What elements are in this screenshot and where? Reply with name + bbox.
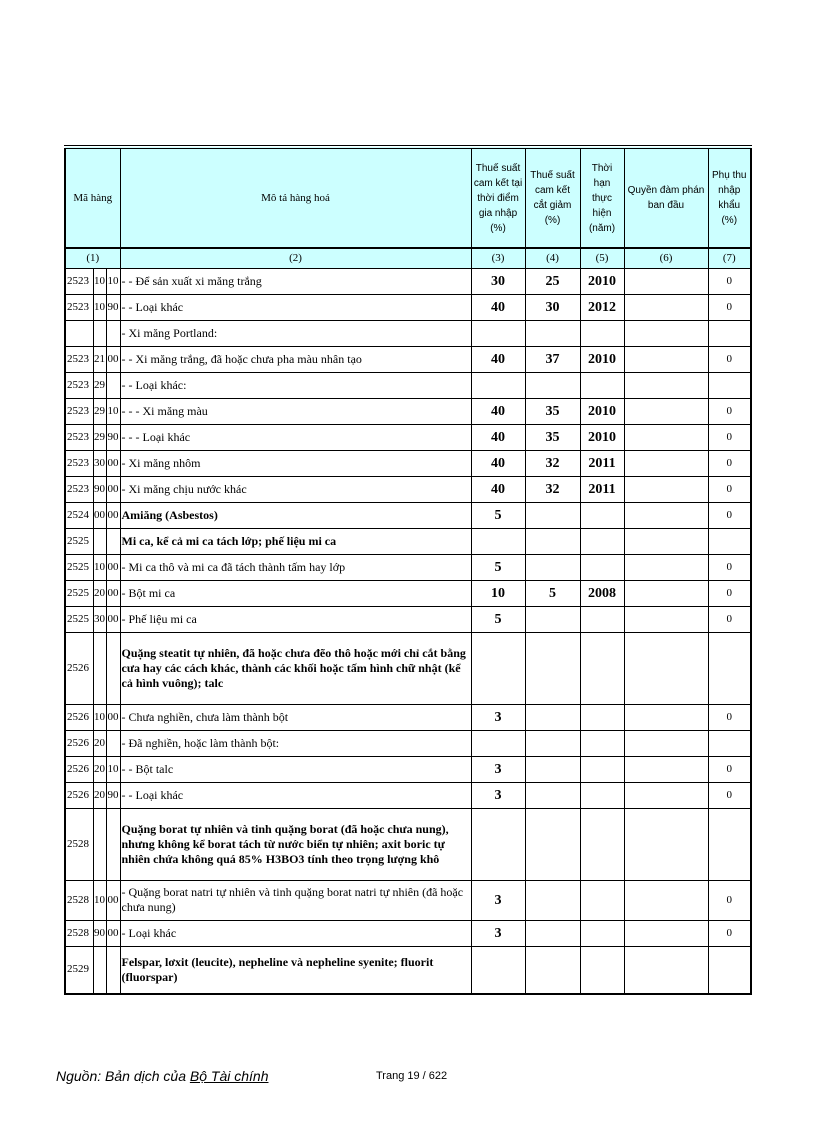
import-surcharge: 0 (708, 920, 751, 946)
bound-rate (525, 808, 580, 880)
implementation-year: 2011 (580, 450, 624, 476)
import-surcharge: 0 (708, 398, 751, 424)
item-code: 90 (106, 424, 120, 450)
heading-code: 2525 (65, 528, 93, 554)
rate-at-accession: 10 (471, 580, 525, 606)
import-surcharge: 0 (708, 450, 751, 476)
initial-negotiating-rights (624, 502, 708, 528)
source-link[interactable]: Bộ Tài chính (189, 1068, 269, 1084)
bound-rate (525, 606, 580, 632)
header-description: Mô tả hàng hoá (120, 147, 471, 248)
initial-negotiating-rights (624, 346, 708, 372)
heading-code: 2526 (65, 632, 93, 704)
subheading-code (93, 320, 106, 346)
implementation-year (580, 704, 624, 730)
column-number-row (65, 248, 751, 268)
table-row (65, 920, 751, 946)
rate-at-accession (471, 320, 525, 346)
table-row (65, 554, 751, 580)
implementation-year (580, 528, 624, 554)
goods-description: Amiăng (Asbestos) (120, 502, 471, 528)
bound-rate: 32 (525, 450, 580, 476)
import-surcharge: 0 (708, 268, 751, 294)
rate-at-accession: 40 (471, 424, 525, 450)
goods-description: - Mi ca thô và mi ca đã tách thành tấm hay lớp (120, 554, 471, 580)
rate-at-accession: 40 (471, 450, 525, 476)
import-surcharge: 0 (708, 476, 751, 502)
item-code (106, 528, 120, 554)
implementation-year (580, 320, 624, 346)
rate-at-accession: 40 (471, 476, 525, 502)
subheading-code: 30 (93, 606, 106, 632)
initial-negotiating-rights (624, 424, 708, 450)
item-code (106, 946, 120, 994)
column-number: (7) (708, 248, 751, 268)
rate-at-accession (471, 632, 525, 704)
column-number: (6) (624, 248, 708, 268)
bound-rate: 35 (525, 424, 580, 450)
bound-rate: 37 (525, 346, 580, 372)
item-code (106, 320, 120, 346)
subheading-code: 00 (93, 502, 106, 528)
bound-rate (525, 946, 580, 994)
heading-code: 2524 (65, 502, 93, 528)
import-surcharge: 0 (708, 606, 751, 632)
import-surcharge (708, 632, 751, 704)
initial-negotiating-rights (624, 320, 708, 346)
initial-negotiating-rights (624, 606, 708, 632)
rate-at-accession: 40 (471, 398, 525, 424)
source-prefix: Nguồn: Bản dịch của (56, 1068, 190, 1084)
header-rate-at-accession: Thuế suất cam kết tại thời điểm gia nhập (%) (471, 147, 525, 248)
table-row (65, 606, 751, 632)
import-surcharge: 0 (708, 782, 751, 808)
table-row (65, 880, 751, 920)
goods-description: - - Bột talc (120, 756, 471, 782)
rate-at-accession (471, 808, 525, 880)
column-number: (1) (65, 248, 120, 268)
item-code: 00 (106, 920, 120, 946)
subheading-code: 10 (93, 880, 106, 920)
heading-code: 2523 (65, 268, 93, 294)
implementation-year (580, 502, 624, 528)
table-row (65, 782, 751, 808)
implementation-year (580, 880, 624, 920)
implementation-year: 2012 (580, 294, 624, 320)
subheading-code (93, 946, 106, 994)
item-code (106, 632, 120, 704)
item-code: 90 (106, 294, 120, 320)
goods-description: - - - Xi măng màu (120, 398, 471, 424)
heading-code: 2523 (65, 450, 93, 476)
initial-negotiating-rights (624, 268, 708, 294)
page-number: Trang 19 / 622 (376, 1070, 448, 1082)
implementation-year: 2010 (580, 424, 624, 450)
implementation-year (580, 632, 624, 704)
initial-negotiating-rights (624, 476, 708, 502)
subheading-code: 10 (93, 268, 106, 294)
table-row (65, 730, 751, 756)
heading-code: 2523 (65, 294, 93, 320)
rate-at-accession: 5 (471, 502, 525, 528)
heading-code: 2525 (65, 606, 93, 632)
item-code: 00 (106, 704, 120, 730)
rate-at-accession (471, 528, 525, 554)
heading-code: 2526 (65, 704, 93, 730)
subheading-code: 29 (93, 372, 106, 398)
rate-at-accession: 3 (471, 782, 525, 808)
bound-rate: 35 (525, 398, 580, 424)
table-row (65, 476, 751, 502)
heading-code: 2523 (65, 372, 93, 398)
bound-rate (525, 880, 580, 920)
subheading-code: 29 (93, 424, 106, 450)
column-number: (3) (471, 248, 525, 268)
implementation-year (580, 554, 624, 580)
initial-negotiating-rights (624, 580, 708, 606)
subheading-code: 90 (93, 476, 106, 502)
implementation-year (580, 946, 624, 994)
implementation-year (580, 730, 624, 756)
item-code (106, 808, 120, 880)
header-implementation-period: Thời hạn thực hiện (năm) (580, 147, 624, 248)
bound-rate (525, 782, 580, 808)
initial-negotiating-rights (624, 294, 708, 320)
goods-description: - Chưa nghiền, chưa làm thành bột (120, 704, 471, 730)
import-surcharge: 0 (708, 502, 751, 528)
column-number: (2) (120, 248, 471, 268)
initial-negotiating-rights (624, 450, 708, 476)
table-row (65, 580, 751, 606)
bound-rate: 30 (525, 294, 580, 320)
initial-negotiating-rights (624, 946, 708, 994)
item-code: 00 (106, 502, 120, 528)
subheading-code (93, 808, 106, 880)
goods-description: - Xi măng Portland: (120, 320, 471, 346)
item-code: 10 (106, 268, 120, 294)
implementation-year (580, 920, 624, 946)
column-number: (4) (525, 248, 580, 268)
import-surcharge: 0 (708, 424, 751, 450)
rate-at-accession: 40 (471, 294, 525, 320)
heading-code: 2526 (65, 756, 93, 782)
heading-code: 2526 (65, 782, 93, 808)
tariff-table (64, 145, 752, 995)
table-row (65, 372, 751, 398)
heading-code: 2529 (65, 946, 93, 994)
goods-description: - Xi măng chịu nước khác (120, 476, 471, 502)
heading-code: 2525 (65, 554, 93, 580)
implementation-year (580, 372, 624, 398)
subheading-code (93, 528, 106, 554)
import-surcharge: 0 (708, 880, 751, 920)
header-code: Mã hàng (65, 147, 120, 248)
table-row (65, 704, 751, 730)
rate-at-accession: 3 (471, 880, 525, 920)
goods-description: - - Loại khác (120, 294, 471, 320)
import-surcharge: 0 (708, 704, 751, 730)
item-code: 00 (106, 346, 120, 372)
import-surcharge: 0 (708, 554, 751, 580)
table-row (65, 946, 751, 994)
bound-rate (525, 320, 580, 346)
import-surcharge: 0 (708, 346, 751, 372)
table-row (65, 502, 751, 528)
subheading-code: 29 (93, 398, 106, 424)
initial-negotiating-rights (624, 756, 708, 782)
goods-description: Mi ca, kể cả mi ca tách lớp; phế liệu mi ca (120, 528, 471, 554)
goods-description: Quặng steatit tự nhiên, đã hoặc chưa đẽo thô hoặc mới chỉ cắt bằng cưa hay các cách khác, thành các khối hoặc tấm hình chữ nhật (kể cả hình vuông); talc (120, 632, 471, 704)
initial-negotiating-rights (624, 920, 708, 946)
initial-negotiating-rights (624, 808, 708, 880)
goods-description: - - Xi măng trắng, đã hoặc chưa pha màu nhân tạo (120, 346, 471, 372)
header-import-surcharge: Phụ thu nhập khẩu (%) (708, 147, 751, 248)
implementation-year: 2011 (580, 476, 624, 502)
rate-at-accession: 3 (471, 704, 525, 730)
rate-at-accession: 3 (471, 920, 525, 946)
bound-rate (525, 528, 580, 554)
goods-description: - - - Loại khác (120, 424, 471, 450)
initial-negotiating-rights (624, 632, 708, 704)
heading-code: 2523 (65, 346, 93, 372)
subheading-code: 10 (93, 704, 106, 730)
item-code: 90 (106, 782, 120, 808)
goods-description: - - Để sản xuất xi măng trắng (120, 268, 471, 294)
bound-rate (525, 372, 580, 398)
item-code: 00 (106, 554, 120, 580)
table-row (65, 632, 751, 704)
rate-at-accession (471, 946, 525, 994)
item-code: 00 (106, 880, 120, 920)
table-row (65, 424, 751, 450)
table-row (65, 398, 751, 424)
bound-rate (525, 632, 580, 704)
goods-description: - Quặng borat natri tự nhiên và tinh quặng borat natri tự nhiên (đã hoặc chưa nung) (120, 880, 471, 920)
heading-code: 2528 (65, 920, 93, 946)
initial-negotiating-rights (624, 372, 708, 398)
table-row (65, 528, 751, 554)
goods-description: - - Loại khác (120, 782, 471, 808)
implementation-year: 2010 (580, 346, 624, 372)
subheading-code: 10 (93, 294, 106, 320)
implementation-year: 2008 (580, 580, 624, 606)
import-surcharge: 0 (708, 580, 751, 606)
heading-code (65, 320, 93, 346)
implementation-year (580, 808, 624, 880)
import-surcharge: 0 (708, 294, 751, 320)
header-initial-negotiating-rights: Quyền đàm phán ban đầu (624, 147, 708, 248)
rate-at-accession: 3 (471, 756, 525, 782)
item-code: 00 (106, 580, 120, 606)
item-code: 00 (106, 450, 120, 476)
implementation-year (580, 782, 624, 808)
import-surcharge (708, 528, 751, 554)
goods-description: - Đã nghiền, hoặc làm thành bột: (120, 730, 471, 756)
bound-rate (525, 704, 580, 730)
subheading-code: 20 (93, 782, 106, 808)
table-row (65, 268, 751, 294)
initial-negotiating-rights (624, 528, 708, 554)
bound-rate (525, 554, 580, 580)
heading-code: 2528 (65, 808, 93, 880)
rate-at-accession: 40 (471, 346, 525, 372)
table-row (65, 756, 751, 782)
initial-negotiating-rights (624, 554, 708, 580)
rate-at-accession: 5 (471, 606, 525, 632)
initial-negotiating-rights (624, 880, 708, 920)
initial-negotiating-rights (624, 398, 708, 424)
heading-code: 2528 (65, 880, 93, 920)
subheading-code: 20 (93, 580, 106, 606)
import-surcharge (708, 372, 751, 398)
goods-description: - - Loại khác: (120, 372, 471, 398)
goods-description: Felspar, lơxit (leucite), nepheline và nepheline syenite; fluorit (fluorspar) (120, 946, 471, 994)
item-code: 00 (106, 476, 120, 502)
subheading-code: 21 (93, 346, 106, 372)
header-bound-rate: Thuế suất cam kết cắt giảm (%) (525, 147, 580, 248)
goods-description: - Phế liệu mi ca (120, 606, 471, 632)
bound-rate (525, 756, 580, 782)
item-code: 10 (106, 398, 120, 424)
bound-rate: 25 (525, 268, 580, 294)
initial-negotiating-rights (624, 704, 708, 730)
implementation-year: 2010 (580, 398, 624, 424)
bound-rate (525, 502, 580, 528)
item-code: 00 (106, 606, 120, 632)
goods-description: Quặng borat tự nhiên và tinh quặng borat (đã hoặc chưa nung), nhưng không kể borat tách từ nước biển tự nhiên; axit boric tự nhiên chứa không quá 85% H3BO3 tính theo trọng lượng khô (120, 808, 471, 880)
rate-at-accession (471, 730, 525, 756)
subheading-code: 30 (93, 450, 106, 476)
bound-rate (525, 730, 580, 756)
subheading-code (93, 632, 106, 704)
item-code: 10 (106, 756, 120, 782)
implementation-year: 2010 (580, 268, 624, 294)
item-code (106, 372, 120, 398)
bound-rate: 32 (525, 476, 580, 502)
table-row (65, 450, 751, 476)
table-header-row (65, 147, 751, 248)
item-code (106, 730, 120, 756)
subheading-code: 90 (93, 920, 106, 946)
heading-code: 2523 (65, 398, 93, 424)
goods-description: - Loại khác (120, 920, 471, 946)
import-surcharge (708, 730, 751, 756)
bound-rate: 5 (525, 580, 580, 606)
column-number: (5) (580, 248, 624, 268)
bound-rate (525, 920, 580, 946)
subheading-code: 20 (93, 756, 106, 782)
table-row (65, 320, 751, 346)
source-note (56, 1068, 268, 1084)
rate-at-accession: 30 (471, 268, 525, 294)
goods-description: - Bột mi ca (120, 580, 471, 606)
initial-negotiating-rights (624, 730, 708, 756)
table-row (65, 294, 751, 320)
heading-code: 2523 (65, 476, 93, 502)
subheading-code: 10 (93, 554, 106, 580)
table-row (65, 808, 751, 880)
goods-description: - Xi măng nhôm (120, 450, 471, 476)
rate-at-accession: 5 (471, 554, 525, 580)
heading-code: 2525 (65, 580, 93, 606)
import-surcharge (708, 808, 751, 880)
subheading-code: 20 (93, 730, 106, 756)
rate-at-accession (471, 372, 525, 398)
initial-negotiating-rights (624, 782, 708, 808)
import-surcharge (708, 946, 751, 994)
table-row (65, 346, 751, 372)
heading-code: 2523 (65, 424, 93, 450)
import-surcharge (708, 320, 751, 346)
heading-code: 2526 (65, 730, 93, 756)
implementation-year (580, 756, 624, 782)
implementation-year (580, 606, 624, 632)
import-surcharge: 0 (708, 756, 751, 782)
